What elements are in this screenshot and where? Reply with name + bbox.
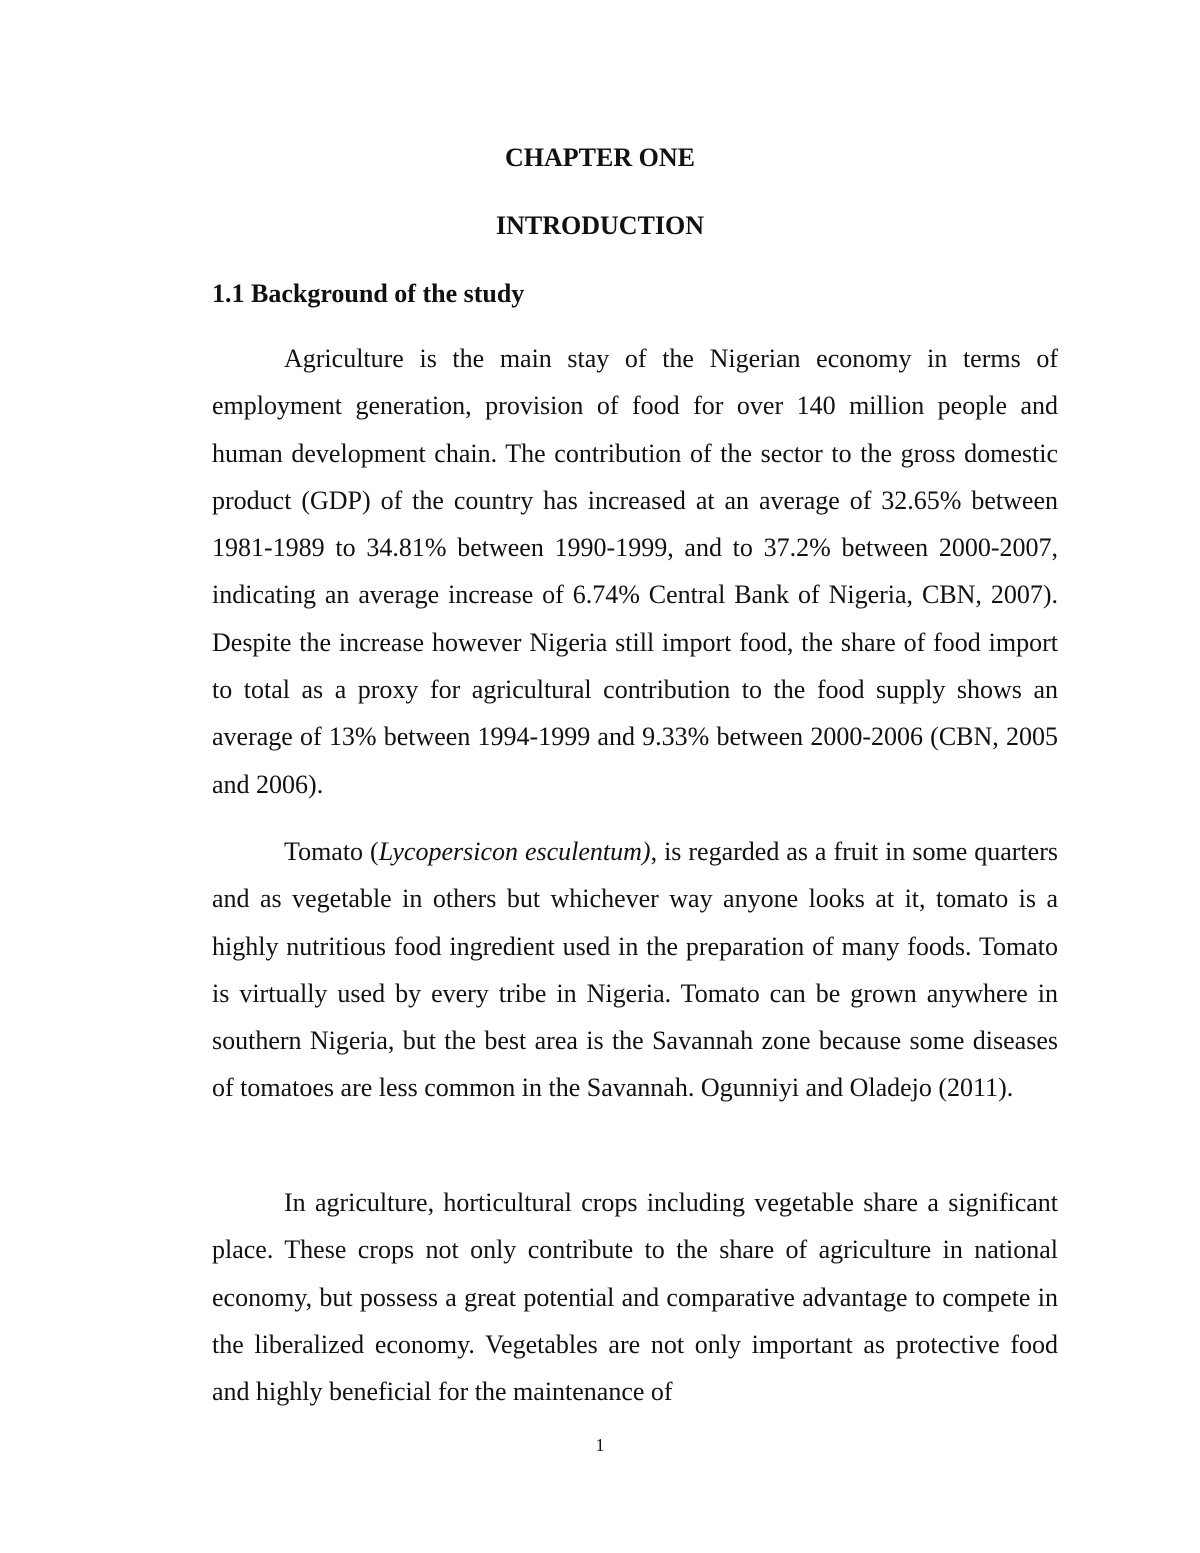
chapter-title: INTRODUCTION (495, 211, 705, 240)
species-name: Lycopersicon esculentum) (378, 837, 651, 866)
paragraph-agriculture: Agriculture is the main stay of the Nigerian economy in terms of employment generation, provision of food for over 140 million people and human development chain. The contribution of the sector to the gross domestic product (GDP) of the country has increased at an average of 32.65% between 1981-1989 to 34.81% between 1990-1999, and to 37.2% between 2000-2007, indicating an average increase of 6.74% Central Bank of Nigeria, CBN, 2007). Despite the increase however Nigeria still import food, the share of food import to total as a proxy for agricultural contribution to the food supply shows an average of 13% between 1994-1999 and 9.33% between 2000-2006 (CBN, 2005 and 2006). (212, 344, 1058, 799)
section-heading: 1.1 Background of the study (212, 279, 525, 308)
chapter-label: CHAPTER ONE (505, 143, 695, 172)
page-number: 1 (595, 1435, 605, 1455)
paragraph-tomato (212, 828, 1058, 1112)
paragraph-tomato-lead: Tomato ( (284, 837, 379, 866)
paragraph-tomato-rest: , is regarded as a fruit in some quarters and as vegetable in others but whichever way anyone looks at it, tomato is a highly nutritious food ingredient used in the preparation of many foods. Tomato is virtually used by every tribe in Nigeria. Tomato can be grown anywhere in southern Nigeria, but the best area is the Savannah zone because some diseases of tomatoes are less common in the Savannah. Ogunniyi and Oladejo (2011). (212, 837, 1058, 1103)
paragraph-horticulture: In agriculture, horticultural crops including vegetable share a significant place. These crops not only contribute to the share of agriculture in national economy, but possess a great potential and comparative advantage to compete in the liberalized economy. Vegetables are not only important as protective food and highly beneficial for the maintenance of (212, 1188, 1058, 1407)
